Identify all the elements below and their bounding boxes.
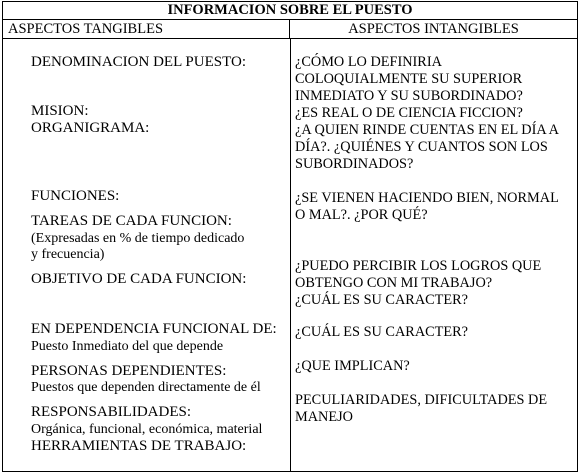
note-tareas-2: y frecuencia) xyxy=(31,247,105,262)
label-tareas: TAREAS DE CADA FUNCION: xyxy=(31,213,232,229)
label-mision: MISION: xyxy=(31,103,89,119)
label-herramientas: HERRAMIENTAS DE TRABAJO: xyxy=(31,438,247,454)
question-7: ¿CUÁL ES SU CARACTER? xyxy=(295,324,469,340)
question-4-line-1: ¿SE VIENEN HACIENDO BIEN, NORMAL xyxy=(295,190,559,206)
question-1-line-3: INMEDIATO Y SU SUBORDINADO? xyxy=(295,88,523,104)
job-info-table xyxy=(2,1,578,472)
question-8: ¿QUE IMPLICAN? xyxy=(295,358,410,374)
note-responsabilidades: Orgánica, funcional, económica, material xyxy=(31,422,263,437)
label-denominacion: DENOMINACION DEL PUESTO: xyxy=(31,54,246,70)
header-tangibles: ASPECTOS TANGIBLES xyxy=(3,20,290,39)
question-9-line-1: PECULIARIDADES, DIFICULTADES DE xyxy=(295,392,548,408)
question-1-line-1: ¿CÓMO LO DEFINIRIA xyxy=(295,54,442,70)
note-personas: Puestos que dependen directamente de él xyxy=(31,380,261,395)
question-5-line-2: OBTENGO CON MI TRABAJO? xyxy=(295,275,493,291)
label-organigrama: ORGANIGRAMA: xyxy=(31,120,150,136)
label-responsabilidades: RESPONSABILIDADES: xyxy=(31,404,192,420)
header-intangibles: ASPECTOS INTANGIBLES xyxy=(290,20,577,39)
note-tareas-1: (Expresadas en % de tiempo dedicado xyxy=(31,231,245,246)
label-objetivo: OBJETIVO DE CADA FUNCION: xyxy=(31,271,247,287)
question-6: ¿CUÁL ES SU CARACTER? xyxy=(295,292,469,308)
table-title: INFORMACION SOBRE EL PUESTO xyxy=(3,2,577,20)
column-divider xyxy=(290,39,291,471)
label-dependencia: EN DEPENDENCIA FUNCIONAL DE: xyxy=(31,321,277,337)
label-personas: PERSONAS DEPENDIENTES: xyxy=(31,363,227,379)
question-3-line-1: ¿A QUIEN RINDE CUENTAS EN EL DÍA A xyxy=(295,122,559,138)
question-4-line-2: O MAL?. ¿POR QUÉ? xyxy=(295,207,428,223)
note-dependencia: Puesto Inmediato del que depende xyxy=(31,339,224,354)
question-1-line-2: COLOQUIALMENTE SU SUPERIOR xyxy=(295,71,523,87)
label-funciones: FUNCIONES: xyxy=(31,188,120,204)
question-2: ¿ES REAL O DE CIENCIA FICCION? xyxy=(295,105,523,121)
question-5-line-1: ¿PUEDO PERCIBIR LOS LOGROS QUE xyxy=(295,258,542,274)
question-3-line-3: SUBORDINADOS? xyxy=(295,156,414,172)
question-9-line-2: MANEJO xyxy=(295,409,353,425)
question-3-line-2: DÍA?. ¿QUIÉNES Y CUANTOS SON LOS xyxy=(295,139,548,155)
